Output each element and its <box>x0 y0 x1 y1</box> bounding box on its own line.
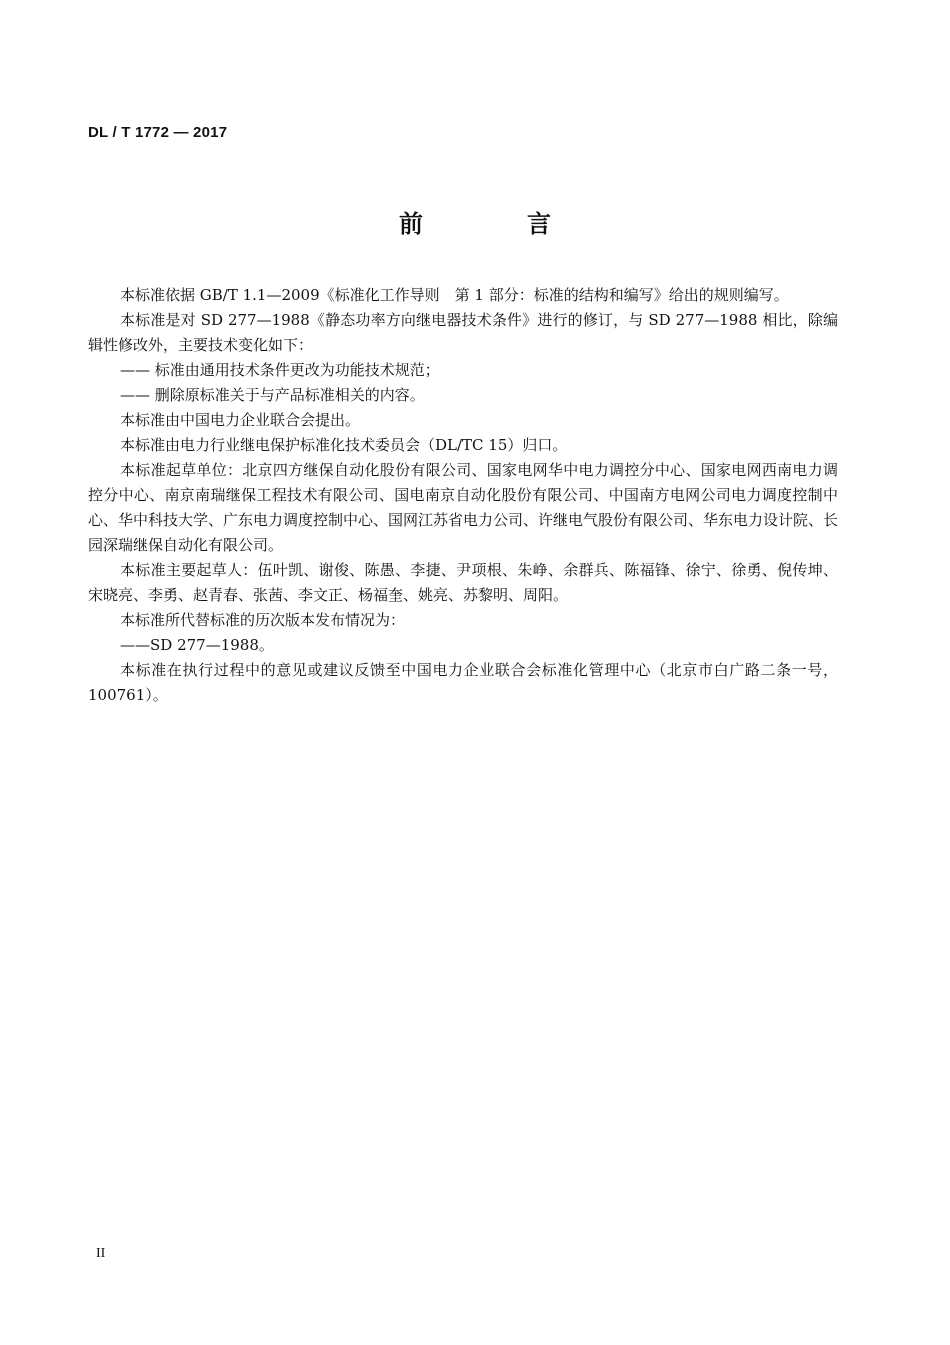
paragraph-basis: 本标准依据 GB/T 1.1—2009《标准化工作导则 第 1 部分：标准的结构和编写》给出的规则编写。 <box>120 286 789 304</box>
paragraph-drafters: 本标准主要起草人：伍叶凯、谢俊、陈愚、李捷、尹项根、朱峥、余群兵、陈福锋、徐宁、徐勇、倪传坤、宋晓亮、李勇、赵青春、张茜、李文正、杨福奎、姚亮、苏黎明、周阳。 <box>88 561 838 604</box>
paragraph-proposer: 本标准由中国电力企业联合会提出。 <box>120 411 361 429</box>
paragraph-drafting-units: 本标准起草单位：北京四方继保自动化股份有限公司、国家电网华中电力调控分中心、国家电网西南电力调控分中心、南京南瑞继保工程技术有限公司、国电南京自动化股份有限公司、中国南方电网公司电力调度控制中心、华中科技大学、广东电力调度控制中心、国网江苏省电力公司、许继电气股份有限公司、华东电力设计院、长园深瑞继保自动化有限公司。 <box>88 461 839 554</box>
paragraph-committee: 本标准由电力行业继电保护标准化技术委员会（DL/TC 15）归口。 <box>120 436 568 454</box>
list-item-change-1: —— 标准由通用技术条件更改为功能技术规范； <box>120 361 440 379</box>
paragraph-history: 本标准所代替标准的历次版本发布情况为： <box>120 611 406 629</box>
document-code: DL / T 1772 — 2017 <box>88 124 228 141</box>
paragraph-revision: 本标准是对 SD 277—1988《静态功率方向继电器技术条件》进行的修订，与 SD 277—1988 相比，除编辑性修改外，主要技术变化如下： <box>88 311 838 354</box>
page-title: 前 言 <box>399 210 591 238</box>
list-item-change-2: —— 删除原标准关于与产品标准相关的内容。 <box>120 386 425 404</box>
paragraph-feedback: 本标准在执行过程中的意见或建议反馈至中国电力企业联合会标准化管理中心（北京市白广路二条一号，100761）。 <box>88 661 838 704</box>
foreword-body <box>88 283 838 708</box>
page-number: II <box>96 1246 106 1261</box>
list-item-history-1: ——SD 277—1988。 <box>120 636 274 654</box>
